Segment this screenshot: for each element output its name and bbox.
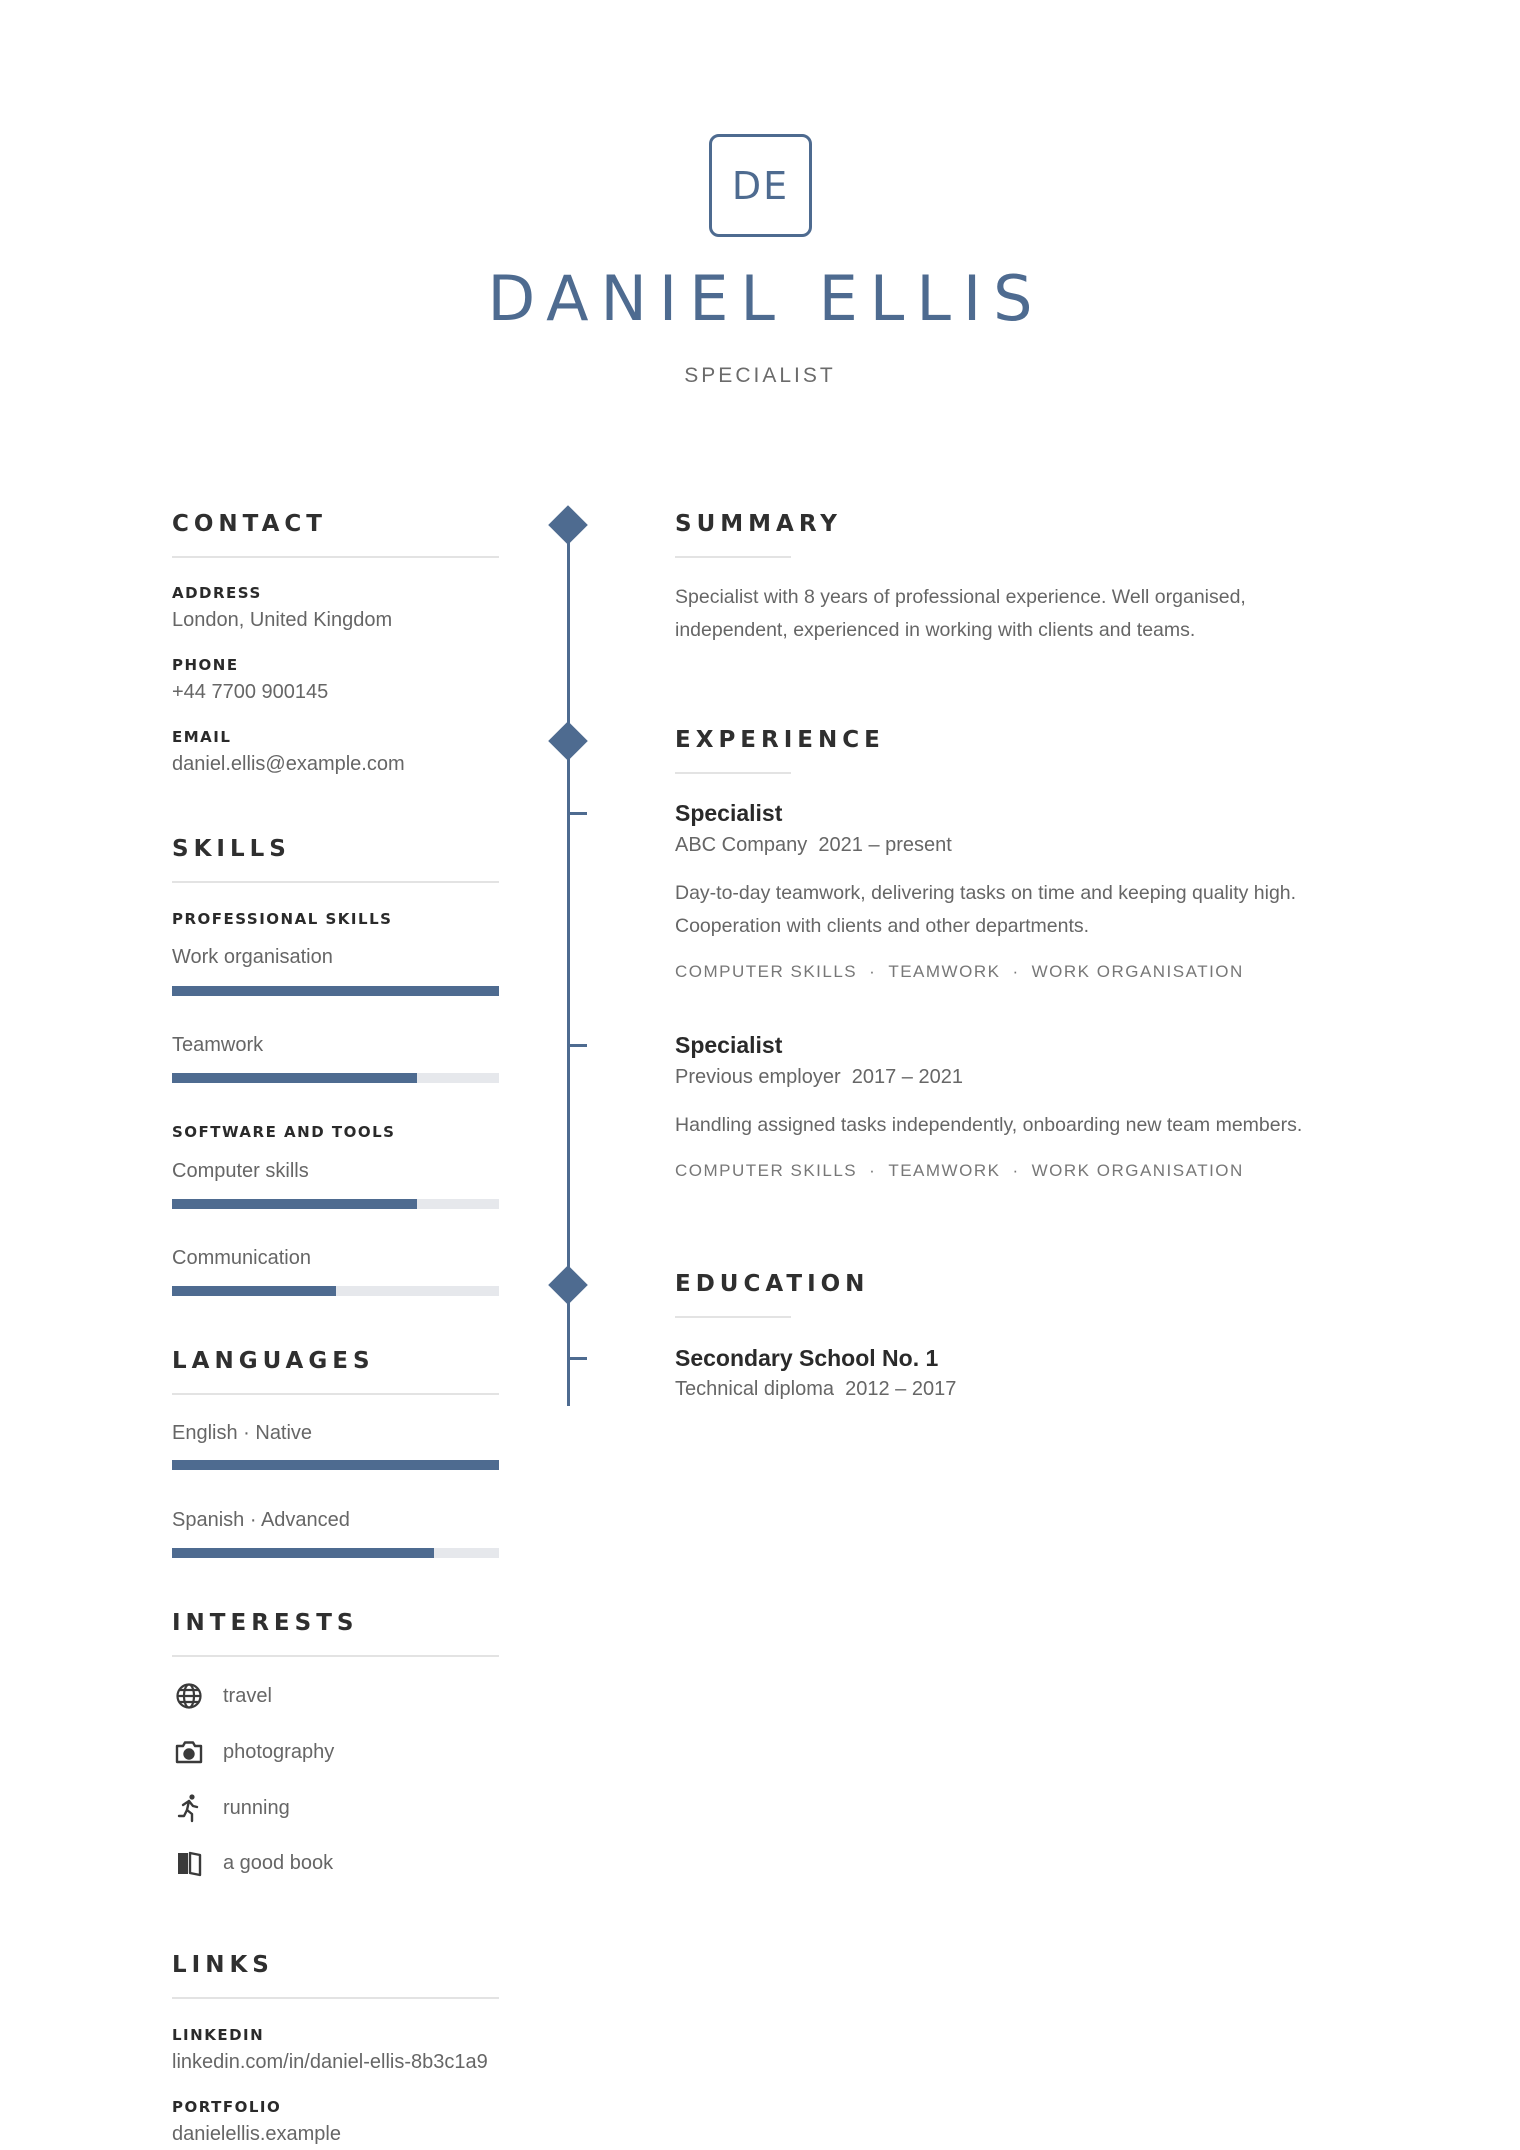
- interest-item: [172, 1679, 272, 1713]
- interest-label: running: [223, 1796, 290, 1819]
- skill-bar: [172, 1073, 499, 1083]
- language-name: Spanish · Advanced: [172, 1509, 350, 1531]
- globe-icon: [172, 1679, 206, 1713]
- experience-heading: EXPERIENCE: [675, 727, 885, 753]
- interest-item: [172, 1846, 333, 1880]
- job-tag: TEAMWORK: [888, 1161, 1001, 1180]
- job-title: Specialist: [675, 800, 783, 826]
- email-label: EMAIL: [172, 728, 232, 746]
- candidate-role: SPECIALIST: [684, 364, 836, 387]
- professional-skills-label: PROFESSIONAL SKILLS: [172, 910, 393, 928]
- timeline-tick: [569, 1357, 587, 1360]
- summary-heading: SUMMARY: [675, 511, 842, 537]
- camera-icon: [172, 1735, 206, 1769]
- email-value[interactable]: daniel.ellis@example.com: [172, 753, 405, 775]
- portfolio-label: PORTFOLIO: [172, 2098, 282, 2116]
- interest-label: travel: [223, 1684, 272, 1707]
- skill-bar: [172, 986, 499, 996]
- languages-heading: LANGUAGES: [172, 1348, 375, 1374]
- links-divider: [172, 1997, 499, 1999]
- job-tag: COMPUTER SKILLS: [675, 1161, 858, 1180]
- contact-divider: [172, 556, 499, 558]
- interest-item: [172, 1791, 290, 1825]
- interest-item: [172, 1735, 334, 1769]
- linkedin-label: LINKEDIN: [172, 2026, 265, 2044]
- interest-label: a good book: [223, 1851, 334, 1874]
- skill-bar: [172, 1286, 499, 1296]
- interests-heading: INTERESTS: [172, 1610, 359, 1636]
- timeline-marker-experience: [548, 721, 588, 761]
- links-heading: LINKS: [172, 1952, 274, 1978]
- skill-name: Communication: [172, 1247, 311, 1269]
- experience-divider: [675, 772, 791, 774]
- language-bar: [172, 1460, 499, 1470]
- timeline-tick: [569, 812, 587, 815]
- language-bar: [172, 1548, 499, 1558]
- skill-name: Teamwork: [172, 1034, 264, 1056]
- address-value: London, United Kingdom: [172, 609, 393, 631]
- job-tag: TEAMWORK: [888, 962, 1001, 981]
- job-company: ABC Company: [675, 834, 808, 856]
- job-tags: COMPUTER SKILLS · TEAMWORK · WORK ORGANISATION: [675, 962, 1244, 981]
- portfolio-link[interactable]: danielellis.example: [172, 2123, 341, 2145]
- languages-divider: [172, 1393, 499, 1395]
- job-tag: COMPUTER SKILLS: [675, 962, 858, 981]
- skills-divider: [172, 881, 499, 883]
- skill-name: Computer skills: [172, 1160, 309, 1182]
- job-description: Day-to-day teamwork, delivering tasks on time and keeping quality high. Cooperation with clients and other departments.: [675, 882, 1297, 937]
- job-tags: COMPUTER SKILLS · TEAMWORK · WORK ORGANISATION: [675, 1161, 1244, 1180]
- monogram-badge: DE: [709, 134, 812, 237]
- linkedin-link[interactable]: linkedin.com/in/daniel-ellis-8b3c1a9: [172, 2051, 488, 2073]
- education-heading: EDUCATION: [675, 1271, 870, 1297]
- job-tag: WORK ORGANISATION: [1031, 1161, 1244, 1180]
- interests-divider: [172, 1655, 499, 1657]
- education-meta: [675, 1378, 956, 1401]
- school-name: Secondary School No. 1: [675, 1345, 939, 1371]
- education-dates: 2012 – 2017: [845, 1378, 957, 1400]
- job-dates: 2021 – present: [818, 834, 952, 856]
- candidate-name: DANIEL ELLIS: [487, 262, 1045, 335]
- job-dates: 2017 – 2021: [851, 1066, 963, 1088]
- job-description: Handling assigned tasks independently, onboarding new team members.: [675, 1114, 1303, 1136]
- degree: Technical diploma: [675, 1378, 834, 1400]
- job-meta: [675, 834, 952, 857]
- skill-name: Work organisation: [172, 946, 333, 968]
- job-company: Previous employer: [675, 1066, 841, 1088]
- job-title: Specialist: [675, 1032, 783, 1058]
- running-icon: [172, 1791, 206, 1825]
- job-meta: [675, 1066, 963, 1089]
- contact-heading: CONTACT: [172, 511, 327, 537]
- interest-label: photography: [223, 1740, 335, 1763]
- job-tag: WORK ORGANISATION: [1031, 962, 1244, 981]
- software-tools-label: SOFTWARE AND TOOLS: [172, 1123, 396, 1141]
- summary-divider: [675, 556, 791, 558]
- timeline-tick: [569, 1044, 587, 1047]
- timeline-marker-education: [548, 1265, 588, 1305]
- education-divider: [675, 1316, 791, 1318]
- skills-heading: SKILLS: [172, 836, 291, 862]
- book-icon: [172, 1846, 206, 1880]
- timeline-marker-summary: [548, 505, 588, 545]
- phone-value[interactable]: +44 7700 900145: [172, 681, 329, 703]
- summary-text: Specialist with 8 years of professional experience. Well organised, independent, experienced in working with clients and teams.: [675, 586, 1246, 641]
- language-name: English · Native: [172, 1422, 313, 1444]
- skill-bar: [172, 1199, 499, 1209]
- address-label: ADDRESS: [172, 584, 262, 602]
- phone-label: PHONE: [172, 656, 239, 674]
